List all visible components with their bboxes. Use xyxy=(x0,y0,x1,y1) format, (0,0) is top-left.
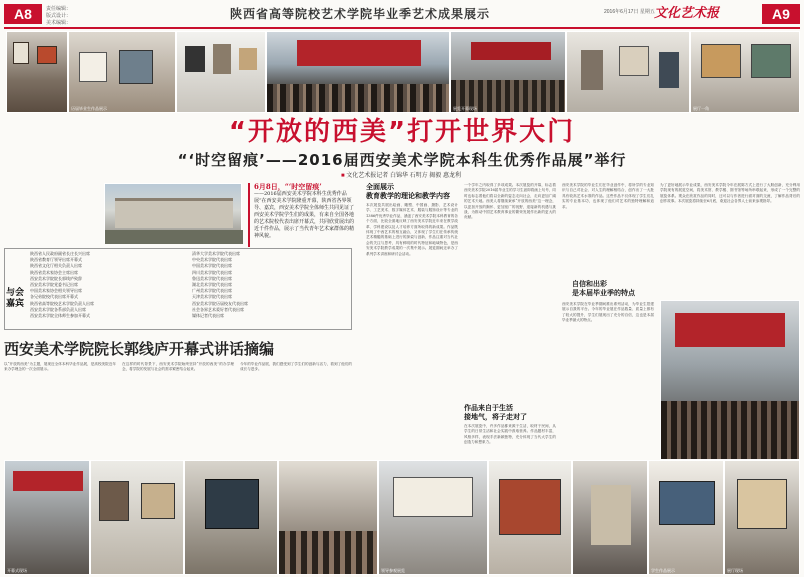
photo-visitors xyxy=(278,460,378,575)
guest-list-item: 清华大学美术学院代表出席 xyxy=(192,251,240,256)
lead-quote xyxy=(248,183,358,247)
guest-list-item: 西安美术学院历届校友代表出席 xyxy=(192,300,248,306)
editor-line: 责任编辑： xyxy=(46,6,72,12)
framed-artwork xyxy=(185,46,205,72)
photo-leaders-visit xyxy=(378,460,488,575)
photo-university-building xyxy=(104,183,242,243)
photo-white-gallery xyxy=(176,31,266,113)
column-d-text: 为了更好地展示毕业成果，西安美术学院今年在展陈方式上进行了大胆创新，充分利用学院现有的展览空间，将美术馆、教学楼、图书馆等场所串联起来，形成了一个完整的展览体系。观众在欣赏作品的同时，还可以与作者进行面对面的交流，了解作品背后的创作故事。本次展览将持续至6月底，欢迎社会各界人士前来参观指导。 xyxy=(660,183,800,204)
guest-list-item: 天津美术学院代表出席 xyxy=(192,294,232,300)
framed-artwork xyxy=(619,46,649,76)
framed-artwork xyxy=(79,52,107,82)
guest-list-item: 湖北美术学院代表出席 xyxy=(192,282,232,288)
guest-list-item: 中国美术家协会相关领导出席 xyxy=(30,288,82,294)
column-c-text: 西安美术学院的毕业生们在毕业创作中，将所学的专业知识与自己对社会、对人生的理解相结合，创作出了一大批具有较高艺术水准的作品。这些作品不仅体现了学生们扎实的专业基本功，也体现了他们对艺术的独特理解和追求。 xyxy=(562,183,654,209)
guest-list-item: 陕西省人民政府副省长庄长兴出席 xyxy=(30,251,90,256)
framed-artwork xyxy=(737,479,787,529)
photo-caption: 展厅一角 xyxy=(693,106,709,111)
framed-artwork xyxy=(13,42,29,64)
photo-caption: 历届毕业生作品展示 xyxy=(71,106,107,111)
guest-list-col-1 xyxy=(30,251,190,319)
column-b-text-2: 在本次展览中，许多作品都来源于生活，取材于民间，从学生的日常生活和社会实践中汲取营养。作品题材丰富，风格多样，表现手法新颖独特，充分体现了当代大学生的创造力和想象力。 xyxy=(464,424,556,445)
framed-artwork xyxy=(205,479,259,529)
photo-caption: 领导参观展览 xyxy=(381,568,405,573)
editor-credits xyxy=(46,6,71,27)
framed-artwork xyxy=(37,46,57,64)
issue-date: 2016年6月17日 星期五 xyxy=(604,9,655,15)
sub-article-col-2: 在这样的时代背景下，西安美术学院始终坚持“开放的西美”的办学理念，将学院的发展与社会的需求紧密结合起来。 xyxy=(122,362,234,372)
audience-crowd xyxy=(267,84,450,113)
photo-installation xyxy=(572,460,648,575)
guest-list-item: 媒体记者代表出席 xyxy=(192,313,224,319)
stage-banner xyxy=(297,40,421,66)
photo-gallery-wall xyxy=(6,31,68,113)
art-editor-line: 美术编辑： xyxy=(46,20,72,26)
column-c-text-2: 西安美术学院在毕业季期间推出系列活动，为毕业生搭建展示自我的平台。今年的毕业展在作品数量、质量上都有了较大的提升，学生们展现出了充分的自信，这也是本届毕业季最大的特点。 xyxy=(562,302,654,323)
sub-article-title: 西安美术学院院长郭线庐开幕式讲话摘编 xyxy=(4,340,275,358)
guest-list-item: 西安美术学院院长郭线庐致辞 xyxy=(30,275,82,281)
audience-crowd xyxy=(661,401,799,459)
stage-banner xyxy=(675,313,785,347)
top-photo-strip xyxy=(6,31,800,113)
byline xyxy=(341,172,461,180)
photo-opening-ceremony xyxy=(450,31,566,113)
photo-caption: 展览开幕现场 xyxy=(453,106,477,111)
sculpture xyxy=(591,485,631,545)
photo-stage-event xyxy=(660,300,800,460)
framed-artwork xyxy=(701,44,741,78)
photo-exhibition-hall xyxy=(68,31,176,113)
guest-list-item: 陕西省教育厅领导出席开幕式 xyxy=(30,257,82,263)
photo-painting-wall xyxy=(690,31,800,113)
framed-artwork xyxy=(141,483,175,519)
guest-list-item: 西安美术学院全体师生参加开幕式 xyxy=(30,313,90,319)
photo-sculpture-hall xyxy=(566,31,690,113)
stage-banner xyxy=(13,471,83,491)
guest-list-item: 广州美术学院代表出席 xyxy=(192,288,232,294)
photo-crowd-stage xyxy=(266,31,450,113)
column-c-subhead: 自信和出彩 是本届毕业季的特点 xyxy=(572,280,635,297)
guest-list-item: 西安美术学院各系部负责人出席 xyxy=(30,306,86,312)
header-rule xyxy=(4,27,800,29)
sub-article-col-3: 今年的毕业作品展，我们感受到了学生们的创新与活力，看到了他们的成长与进步。 xyxy=(240,362,352,372)
stage-banner xyxy=(471,42,551,60)
designer-line: 版式设计： xyxy=(46,13,72,19)
guest-list-item: 中央美术学院代表出席 xyxy=(192,257,232,263)
section-title: 陕西省高等院校艺术学院毕业季艺术成果展示 xyxy=(230,7,491,21)
page-number-left: A8 xyxy=(4,4,42,24)
photo-gallery-room xyxy=(90,460,184,575)
sub-headline: “‘时空留痕’——2016届西安美术学院本科生优秀作品展”举行 xyxy=(177,151,627,169)
bottom-photo-strip xyxy=(4,460,800,575)
photo-hall-view xyxy=(724,460,800,575)
sub-article-col-1: 以“开放的西美”为主题，展现近全体本科毕业作品展，是高校美院近年来办学理念的一次全面展示。 xyxy=(4,362,116,372)
visitor-group xyxy=(279,531,378,575)
framed-artwork xyxy=(393,477,473,517)
framed-artwork xyxy=(659,481,715,525)
guest-list-item: 社会各界艺术爱好者代表出席 xyxy=(192,306,244,312)
framed-artwork xyxy=(499,479,561,535)
photo-caption: 学生作品展示 xyxy=(651,568,675,573)
main-headline: “开放的西美”打开世界大门 xyxy=(228,117,576,147)
photo-exhibit-corridor xyxy=(184,460,278,575)
newspaper-header xyxy=(0,0,804,28)
column-b-subhead: 作品来自于生活 接地气，将子走对了 xyxy=(464,404,527,421)
photo-caption: 展厅现场 xyxy=(727,568,743,573)
column-b-text: 一个学年之内取得了多项成果。本次展览的开幕，标志着西安美术学院2016届毕业生的学习生涯即将画上句号，同时也标志着他们将以全新的姿态走向社会，走向更加广阔的艺术天地。西美人将继续秉承“开放的西美”这一理念，以更加开放的胸怀、更加宽广的视野，迎接新的机遇与挑战，为推动中国艺术教育事业的繁荣发展作出新的更大的贡献。 xyxy=(464,183,556,220)
guest-list-item: 陕西省美术家协会主席出席 xyxy=(30,269,78,275)
sculpture xyxy=(581,50,603,90)
framed-artwork xyxy=(119,50,153,84)
guest-list-item: 鲁迅美术学院代表出席 xyxy=(192,275,232,281)
column-a-text: 本次展览共展出绘画、雕塑、中国画、摄影、艺术设计学、工艺美术、数字媒体艺术、服装与服饰设计等专业的1386件优秀毕业作品，涵盖了西安美术学院本科教育的各个方面，比较全面地反映了西安美术学院近年来在教学改革、学科建设以及人才培养方面所取得的新成果。作品既体现了中西艺术的相互融合，又体现了学生们在传承传统艺术精髓的基础上进行的探索与创新，作品注重对当代社会的关注与思考，具有鲜明的时代特征和地域特色，是西安美术学院教学成果的一次集中展示。展览期间还举办了系列学术讲座和研讨会活动。 xyxy=(366,203,458,256)
framed-artwork xyxy=(751,44,791,78)
guest-list-label: 与会嘉宾 xyxy=(5,288,24,309)
framed-artwork xyxy=(99,481,129,521)
guest-list-item: 陕西省高等院校艺术学院负责人出席 xyxy=(30,300,94,306)
ground xyxy=(105,230,243,244)
framed-artwork xyxy=(659,52,679,88)
framed-artwork xyxy=(239,48,257,70)
quote-lead: 6月8日，“‘时空留痕’ xyxy=(254,182,322,191)
masthead-logo: 文化艺术报 xyxy=(654,6,720,21)
column-a-subhead: 全面展示 教育教学的理论和教学内容 xyxy=(366,183,450,200)
byline-text: 文化艺术报记者 白锦华 石明方 揭毅 惠龙利 xyxy=(346,173,461,179)
building-facade xyxy=(115,198,233,228)
photo-design-works xyxy=(488,460,572,575)
photo-caption: 开幕式现场 xyxy=(7,568,27,573)
page-number-right: A9 xyxy=(762,4,800,24)
quote-body: ——2016届西安美术学院本科生优秀作品展”在西安美术学院隆重开幕，陕西省各界领导、嘉宾，西安美术学院全体师生共同见证了西安美术学院学生们的成果，有来自全国各地的艺术院校代表出席开幕式，共同欣赏展出的近千件作品，展示了当代青年艺术家群体的精神风貌。 xyxy=(254,191,355,239)
byline-marker: ■ xyxy=(341,173,345,179)
photo-student-works xyxy=(648,460,724,575)
guest-list-item: 西安美术学院党委书记出席 xyxy=(30,282,78,288)
guest-list-item: 各兄弟院校代表出席开幕式 xyxy=(30,294,78,300)
photo-ceremony-front xyxy=(4,460,90,575)
guest-list-item: 四川美术学院代表出席 xyxy=(192,269,232,275)
guest-list-item: 陕西省文化厅相关负责人出席 xyxy=(30,263,82,269)
guest-list-col-2 xyxy=(192,251,350,319)
guest-list-item: 中国美术学院代表出席 xyxy=(192,263,232,269)
framed-artwork xyxy=(213,44,231,74)
